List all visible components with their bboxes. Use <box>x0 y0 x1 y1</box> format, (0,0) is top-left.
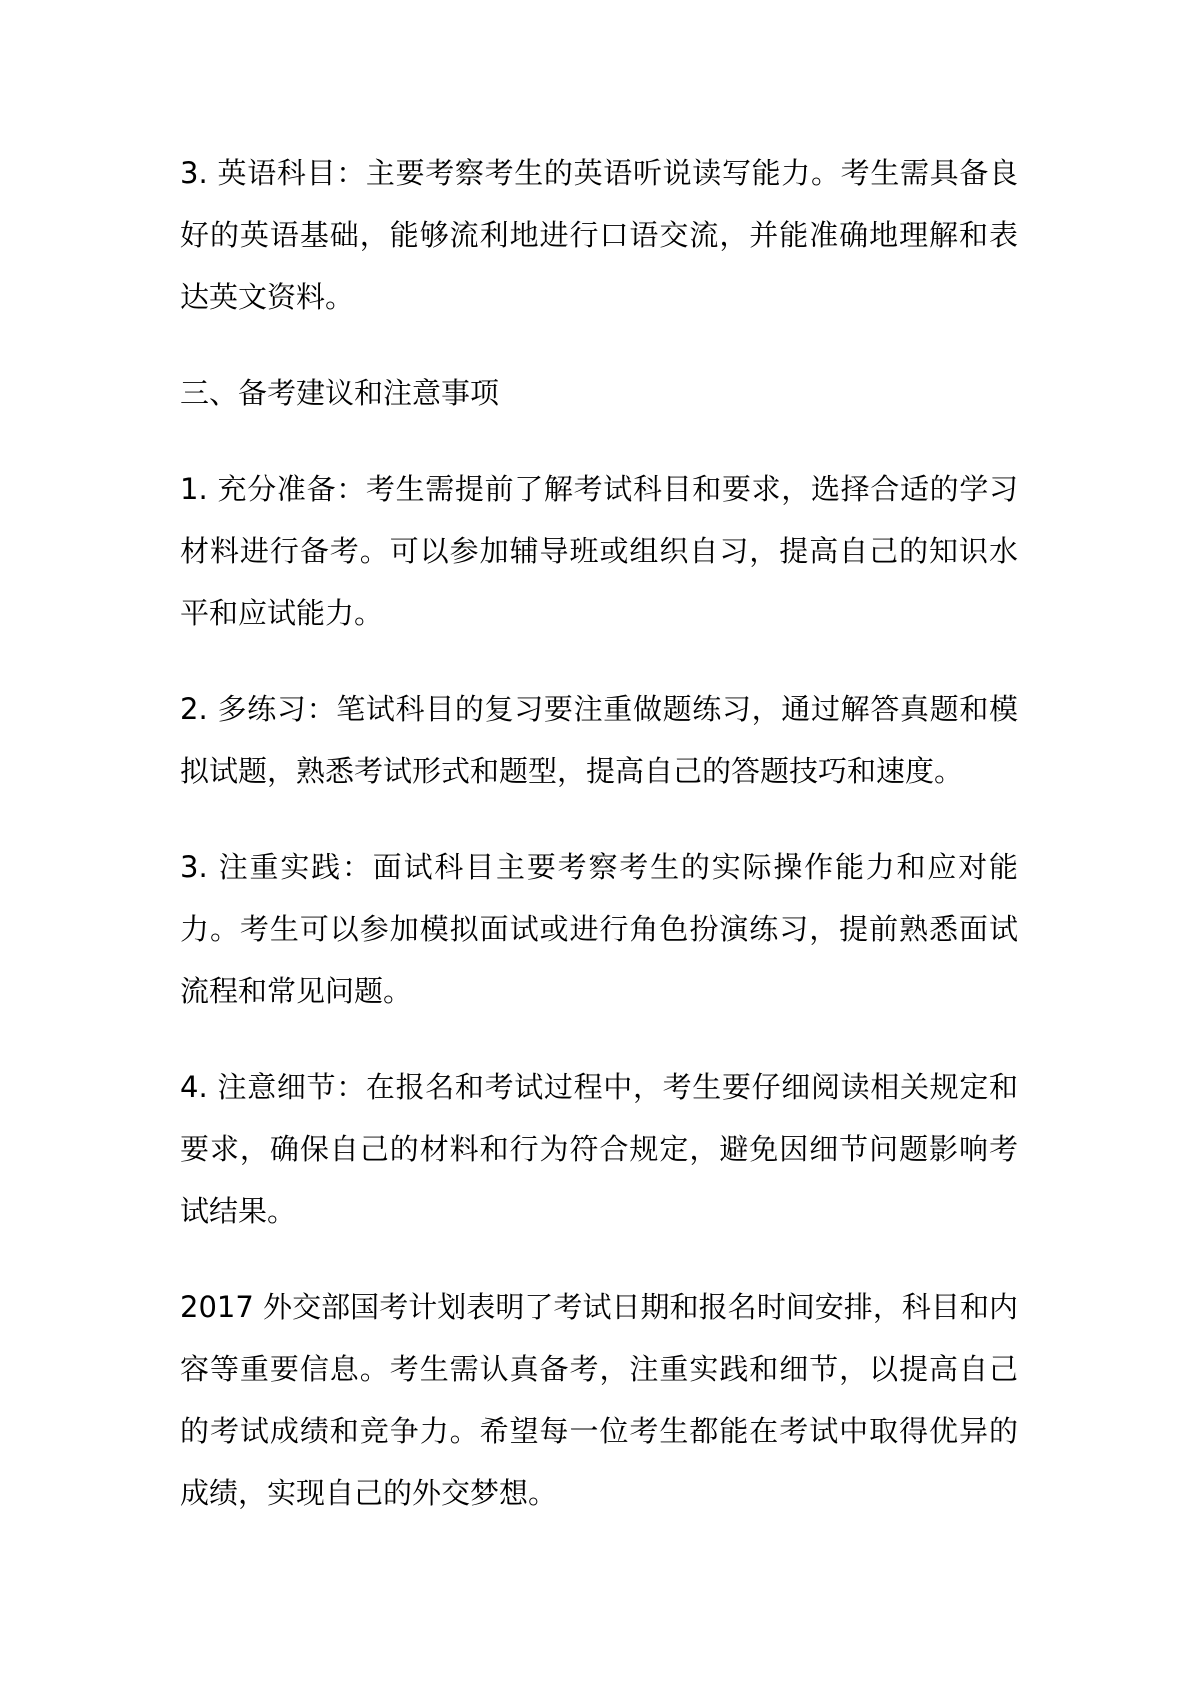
paragraph-more-practice: 2. 多练习：笔试科目的复习要注重做题练习，通过解答真题和模拟试题，熟悉考试形式和题型，提高自己的答题技巧和速度。 <box>180 692 1018 788</box>
paragraph-focus-on-practice: 3. 注重实践：面试科目主要考察考生的实际操作能力和应对能力。考生可以参加模拟面试或进行角色扮演练习，提前熟悉面试流程和常见问题。 <box>180 850 1018 1008</box>
paragraph-full-preparation: 1. 充分准备：考生需提前了解考试科目和要求，选择合适的学习材料进行备考。可以参加辅导班或组织自习，提高自己的知识水平和应试能力。 <box>180 472 1018 630</box>
section-heading-exam-advice: 三、备考建议和注意事项 <box>180 376 500 410</box>
paragraph-english-subject: 3. 英语科目：主要考察考生的英语听说读写能力。考生需具备良好的英语基础，能够流利地进行口语交流，并能准确地理解和表达英文资料。 <box>180 156 1018 314</box>
paragraph-attention-to-detail: 4. 注意细节：在报名和考试过程中，考生要仔细阅读相关规定和要求，确保自己的材料和行为符合规定，避免因细节问题影响考试结果。 <box>180 1070 1018 1228</box>
document-body <box>180 142 1018 1524</box>
paragraph-conclusion: 2017 外交部国考计划表明了考试日期和报名时间安排，科目和内容等重要信息。考生需认真备考，注重实践和细节，以提高自己的考试成绩和竞争力。希望每一位考生都能在考试中取得优异的成绩，实现自己的外交梦想。 <box>180 1290 1018 1510</box>
